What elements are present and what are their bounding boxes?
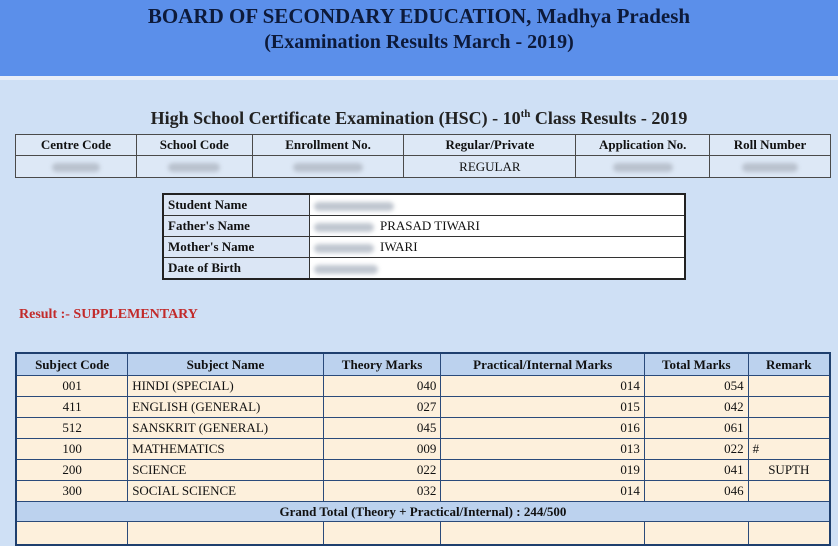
enrollment-no-value <box>252 156 404 178</box>
subject-code: 100 <box>16 439 128 460</box>
remark <box>748 397 830 418</box>
exam-title <box>0 108 838 129</box>
board-title: BOARD OF SECONDARY EDUCATION, Madhya Pradesh <box>147 4 691 28</box>
header-subject-name: Subject Name <box>128 353 324 376</box>
remark <box>748 376 830 397</box>
theory-marks: 027 <box>323 397 441 418</box>
centre-code-value <box>16 156 137 178</box>
practical-marks: 016 <box>441 418 645 439</box>
exam-title-superscript: th <box>520 108 531 120</box>
remark: SUPTH <box>748 460 830 481</box>
exam-title-text: High School Certificate Examination (HSC) - 10 <box>150 108 521 128</box>
header-centre-code: Centre Code <box>16 135 137 156</box>
subject-code: 001 <box>16 376 128 397</box>
empty-row <box>16 522 830 546</box>
regular-private-value: REGULAR <box>404 156 576 178</box>
header-enrollment-no: Enrollment No. <box>252 135 404 156</box>
subject-name: SANSKRIT (GENERAL) <box>128 418 324 439</box>
remark: # <box>748 439 830 460</box>
exam-session-title: (Examination Results March - 2019) <box>264 31 574 53</box>
father-name-label: Father's Name <box>163 216 310 237</box>
table-row <box>16 376 830 397</box>
theory-marks: 022 <box>323 460 441 481</box>
page-header-banner <box>0 0 838 76</box>
total-marks: 054 <box>644 376 748 397</box>
subject-name: HINDI (SPECIAL) <box>128 376 324 397</box>
total-marks: 061 <box>644 418 748 439</box>
subject-name: SOCIAL SCIENCE <box>128 481 324 502</box>
subject-code: 512 <box>16 418 128 439</box>
subject-code: 300 <box>16 481 128 502</box>
total-marks: 022 <box>644 439 748 460</box>
header-theory-marks: Theory Marks <box>323 353 441 376</box>
table-row <box>16 481 830 502</box>
header-regular-private: Regular/Private <box>404 135 576 156</box>
table-row <box>16 397 830 418</box>
student-name-value <box>310 194 686 216</box>
marks-table <box>15 352 831 546</box>
practical-marks: 014 <box>441 376 645 397</box>
father-name-text: PRASAD TIWARI <box>380 218 480 233</box>
theory-marks: 040 <box>323 376 441 397</box>
theory-marks: 032 <box>323 481 441 502</box>
mother-name-value <box>310 237 686 258</box>
header-divider <box>0 76 838 80</box>
header-practical-marks: Practical/Internal Marks <box>441 353 645 376</box>
header-total-marks: Total Marks <box>644 353 748 376</box>
application-no-value <box>576 156 710 178</box>
dob-value <box>310 258 686 280</box>
table-row <box>16 460 830 481</box>
header-application-no: Application No. <box>576 135 710 156</box>
dob-label: Date of Birth <box>163 258 310 280</box>
subject-code: 200 <box>16 460 128 481</box>
practical-marks: 014 <box>441 481 645 502</box>
theory-marks: 009 <box>323 439 441 460</box>
practical-marks: 013 <box>441 439 645 460</box>
practical-marks: 019 <box>441 460 645 481</box>
total-marks: 041 <box>644 460 748 481</box>
subject-name: SCIENCE <box>128 460 324 481</box>
table-row <box>16 439 830 460</box>
grand-total: Grand Total (Theory + Practical/Internal) : 244/500 <box>16 502 830 522</box>
header-school-code: School Code <box>136 135 252 156</box>
remark <box>748 481 830 502</box>
total-marks: 046 <box>644 481 748 502</box>
student-details-table <box>162 193 686 280</box>
mother-name-text: IWARI <box>380 239 418 254</box>
result-status: Result :- SUPPLEMENTARY <box>19 307 198 322</box>
practical-marks: 015 <box>441 397 645 418</box>
total-marks: 042 <box>644 397 748 418</box>
header-remark: Remark <box>748 353 830 376</box>
grand-total-row <box>16 502 830 522</box>
father-name-value <box>310 216 686 237</box>
subject-name: MATHEMATICS <box>128 439 324 460</box>
mother-name-label: Mother's Name <box>163 237 310 258</box>
exam-title-suffix: Class Results - 2019 <box>530 108 688 128</box>
subject-name: ENGLISH (GENERAL) <box>128 397 324 418</box>
school-code-value <box>136 156 252 178</box>
candidate-info-table <box>15 134 831 178</box>
roll-number-value <box>710 156 831 178</box>
header-subject-code: Subject Code <box>16 353 128 376</box>
student-name-label: Student Name <box>163 194 310 216</box>
table-row <box>16 418 830 439</box>
theory-marks: 045 <box>323 418 441 439</box>
header-roll-number: Roll Number <box>710 135 831 156</box>
remark <box>748 418 830 439</box>
subject-code: 411 <box>16 397 128 418</box>
